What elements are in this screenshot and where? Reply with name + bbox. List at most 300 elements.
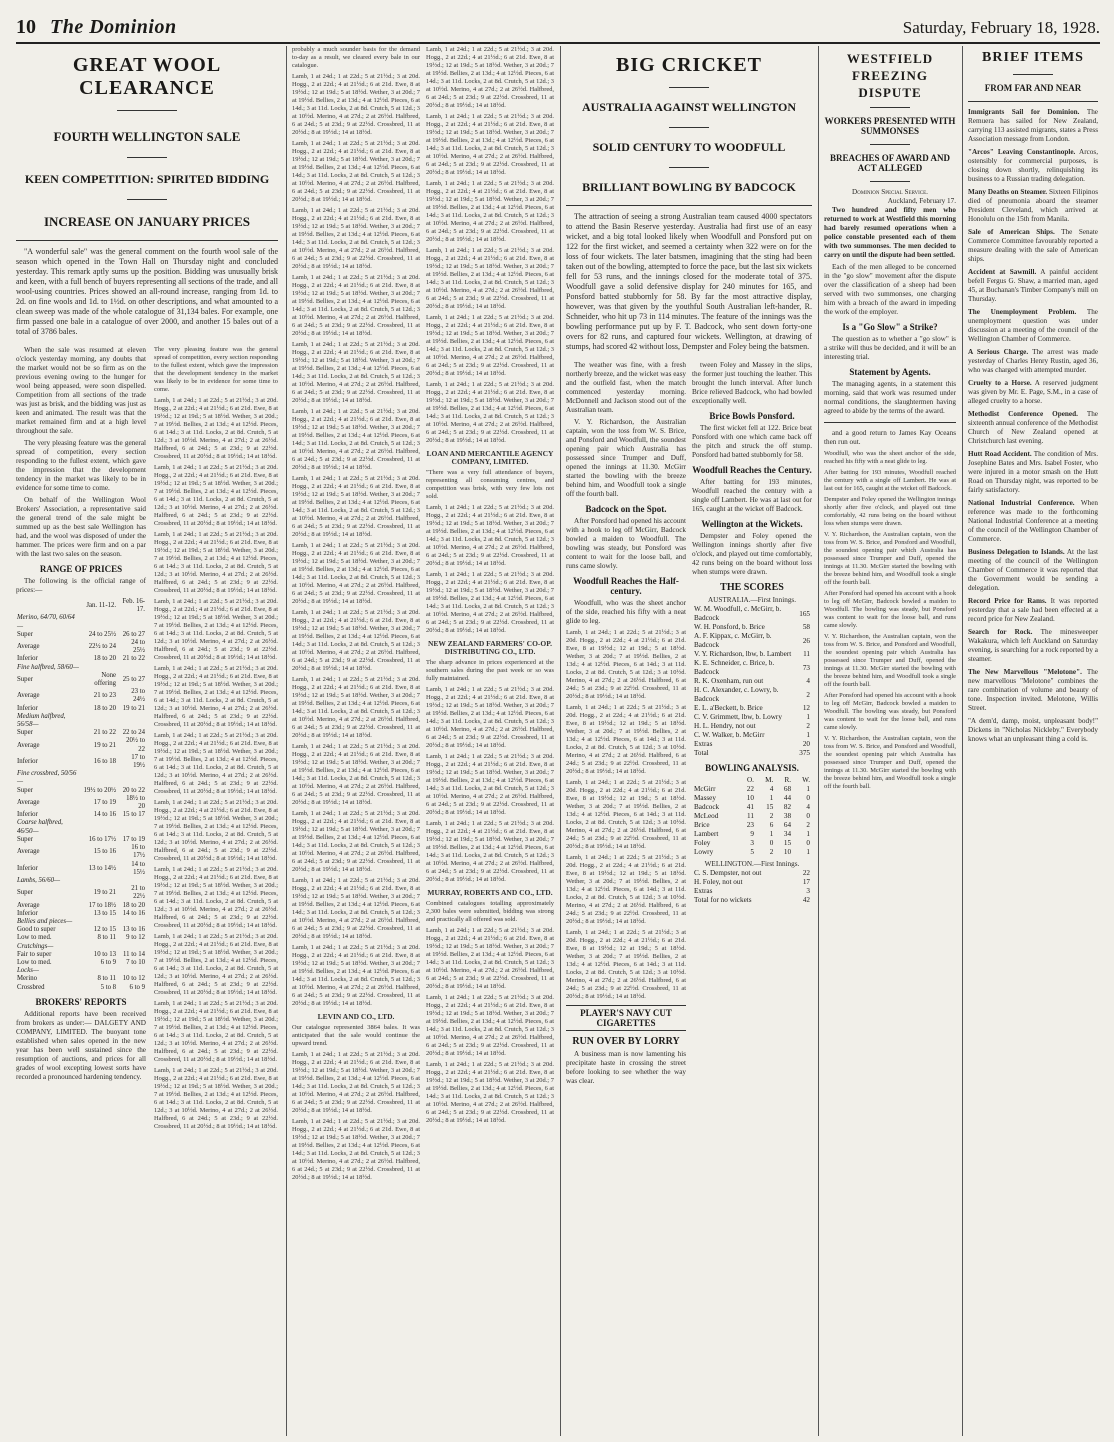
price-jan: 18 to 20 (93, 704, 117, 712)
bowling-figure: 0 (806, 812, 810, 820)
price-grade: Bellies and pieces— (17, 917, 73, 925)
brief-subhead: FROM FAR AND NEAR (984, 83, 1082, 93)
scorecard-row (692, 887, 812, 896)
price-grade: Inferior (17, 909, 38, 917)
bowler: McGirr (694, 785, 716, 793)
bowling-figure: 41 (746, 803, 754, 811)
brief-item-text: "A dem'd, damp, moist, unpleasant body!" Dickens in "Nicholas Nickleby." Everybody knows what an unpleasant thing a cold is. (968, 717, 1098, 743)
batsman: A. F. Kippax, c. McGirr, b. Badcock (694, 632, 772, 649)
bowler: Badcock (694, 803, 720, 811)
price-feb: 15 to 17 (122, 811, 145, 819)
price-feb: 20½ to 22 (126, 737, 145, 753)
brief-item (968, 450, 1098, 495)
scorecard-row (692, 632, 812, 650)
brief-item-text: A painful accident befell Fergus G. Shaw, a married man, aged 45, at Buchanan's Timber Company's mill on Thursday. (968, 268, 1098, 303)
cricket-subhead-bowling: BRILLIANT BOWLING BY BADCOCK (582, 180, 796, 194)
bowling-figure: 68 (783, 785, 792, 793)
bowling-header-cell: M. (765, 776, 774, 784)
price-grade: Inferior (17, 704, 38, 712)
price-jan: 10 to 13 (93, 950, 117, 958)
price-feb: 19 to 21 (122, 704, 145, 712)
runs: 20 (802, 740, 810, 748)
batsman: H. L. Hendry, not out (694, 722, 756, 730)
bowler: Lambert (694, 830, 719, 838)
cricket-headline: BIG CRICKET (615, 54, 763, 76)
wellington-wickets-text: Dempster and Foley opened the Wellington innings shortly after five o'clock, and played out time comfortably, 42 runs being on the board without loss when stumps were drawn. (692, 532, 812, 576)
wellington-innings-label: WELLINGTON.—First Innings. (704, 860, 800, 868)
bowling-figure: 0 (806, 794, 810, 802)
bowler: Massey (694, 794, 716, 802)
batsman: Extras (694, 887, 713, 895)
bowling-figure: 11 (747, 812, 754, 820)
brief-item-text: The Remuera has sailed for New Zealand, carrying 113 assisted migrants, states a Press Association message from London. (968, 108, 1098, 143)
brief-item-title: Sale of American Ships. (968, 228, 1055, 236)
price-grade: Crutchings— (17, 942, 54, 950)
farmers-title: NEW ZEALAND FARMERS' CO-OP. DISTRIBUTING CO., LTD. (427, 639, 553, 656)
brice-text: The first wicket fell at 122. Brice beat Ponsford with one which came back off the pitch and struck the off stump. Ponsford had batted stubbornly for 58. (692, 424, 812, 459)
batsman: E. L. a'Beckett, b. Brice (694, 704, 763, 712)
price-jan: 13 to 15 (93, 909, 117, 917)
batsman: R. K. Oxenham, run out (694, 677, 764, 685)
prices-row (16, 861, 146, 877)
price-jan: 6 to 9 (100, 958, 117, 966)
divider (669, 87, 709, 88)
dispute-subhead-breaches: BREACHES OF AWARD AND ACT ALLEGED (830, 153, 950, 173)
prices-row (16, 984, 146, 992)
price-grade: Good to super (17, 926, 56, 934)
catalogue-column-right: Lamb, 1 at 24d.; 1 at 22d.; 5 at 21½d.; 3 at 20d. Hogg., 2 at 22d.; 4 at 21½d.; 6 at 21d. Ewe, 8 at 19½d.; 12 at 19d.; 5 at 18½d. Wether, 3 at 20d.; 7 at 19½d. Bellies, 2 at 13d.; 4 at 12½d. Pieces, 6 at 14d.; 3 at 11d. Locks, 2 at 8d. Crutch, 5 at 12d.; 3 at 10½d. Merino, 4 at 27d.; 2 at 26½d. Halfbred, 6 at 24d.; 5 at 23d.; 9 at 22½d. Crossbred, 11 at 20½d.; 8 at 19½d.; 14 at 18½d. Lamb, 1 at 24d.; 1 at 22d.; 5 at 21½d.; 3 at 20d. Hogg., 2 at 22d.; 4 at 21½d.; 6 at 21d. Ewe, 8 at 19½d.; 12 at 19d.; 5 at 18½d. Wether, 3 at 20d.; 7 at 19½d. Bellies, 2 at 13d.; 4 at 12½d. Pieces, 6 at 14d.; 3 at 11d. Locks, 2 at 8d. Crutch, 5 at 12d.; 3 at 10½d. Merino, 4 at 27d.; 2 at 26½d. Halfbred, 6 at 24d.; 5 at 23d.; 9 at 22½d. Crossbred, 11 at 20½d.; 8 at 19½d.; 14 at 18½d. Lamb, 1 at 24d.; 1 at 22d.; 5 at 21½d.; 3 at 20d. Hogg., 2 at 22d.; 4 at 21½d.; 6 at 21d. Ewe, 8 at 19½d.; 12 at 19d.; 5 at 18½d. Wether, 3 at 20d.; 7 at 19½d. Bellies, 2 at 13d.; 4 at 12½d. Pieces, 6 at 14d.; 3 at 11d. Locks, 2 at 8d. Crutch, 5 at 12d.; 3 at 10½d. Merino, 4 at 27d.; 2 at 26½d. Halfbred, 6 at 24d.; 5 at 23d.; 9 at 22½d. Crossbred, 11 at 20½d.; 8 at 19½d.; 14 at 18½d. Lamb, 1 at 24d.; 1 at 22d.; 5 at 21½d.; 3 at 20d. Hogg., 2 at 22d.; 4 at 21½d.; 6 at 21d. Ewe, 8 at 19½d.; 12 at 19d.; 5 at 18½d. Wether, 3 at 20d.; 7 at 19½d. Bellies, 2 at 13d.; 4 at 12½d. Pieces, 6 at 14d.; 3 at 11d. Locks, 2 at 8d. Crutch, 5 at 12d.; 3 at 10½d. Merino, 4 at 27d.; 2 at 26½d. Halfbred, 6 at 24d.; 5 at 23d.; 9 at 22½d. Crossbred, 11 at 20½d.; 8 at 19½d.; 14 at 18½d. Lamb, 1 at 24d.; 1 at 22d.; 5 at 21½d.; 3 at 20d. Hogg., 2 at 22d.; 4 at 21½d.; 6 at 21d. Ewe, 8 at 19½d.; 12 at 19d.; 5 at 18½d. Wether, 3 at 20d.; 7 at 19½d. Bellies, 2 at 13d.; 4 at 12½d. Pieces, 6 at 14d.; 3 at 11d. Locks, 2 at 8d. Crutch, 5 at 12d.; 3 at 10½d. Merino, 4 at 27d.; 2 at 26½d. Halfbred, 6 at 24d.; 5 at 23d.; 9 at 22½d. Crossbred, 11 at 20½d.; 8 at 19½d.; 14 at 18½d. Lamb, 1 at 24d.; 1 at 22d.; 5 at 21½d.; 3 at 20d. Hogg., 2 at 22d.; 4 at 21½d.; 6 at 21d. Ewe, 8 at 19½d.; 12 at 19d.; 5 at 18½d. Wether, 3 at 20d.; 7 at 19½d. Bellies, 2 at 13d.; 4 at 12½d. Pieces, 6 at 14d.; 3 at 11d. Locks, 2 at 8d. Crutch, 5 at 12d.; 3 at 10½d. Merino, 4 at 27d.; 2 at 26½d. Halfbred, 6 at 24d.; 5 at 23d.; 9 at 22½d. Crossbred, 11 at 20½d.; 8 at 19½d.; 14 at 18½d. LOAN AND MERCANTILE AGENCY COMPANY, LIMITED. "There was a very full attendance of buyers, representing all consuming centres, and competition was brisk, with very few lots not sold. Lamb, 1 at 24d.; 1 at 22d.; 5 at 21½d.; 3 at 20d. Hogg., 2 at 22d.; 4 at 21½d.; 6 at 21d. Ewe, 8 at 19½d.; 12 at 19d.; 5 at 18½d. Wether, 3 at 20d.; 7 at 19½d. Bellies, 2 at 13d.; 4 at 12½d. Pieces, 6 at 14d.; 3 at 11d. Locks, 2 at 8d. Crutch, 5 at 12d.; 3 at 10½d. Merino, 4 at 27d.; 2 at 26½d. Halfbred, 6 at 24d.; 5 at 23d.; 9 at 22½d. Crossbred, 11 at 20½d.; 8 at 19½d.; 14 at 18½d. Lamb, 1 at 24d.; 1 at 22d.; 5 at 21½d.; 3 at 20d. Hogg., 2 at 22d.; 4 at 21½d.; 6 at 21d. Ewe, 8 at 19½d.; 12 at 19d.; 5 at 18½d. Wether, 3 at 20d.; 7 at 19½d. Bellies, 2 at 13d.; 4 at 12½d. Pieces, 6 at 14d.; 3 at 11d. Locks, 2 at 8d. Crutch, 5 at 12d.; 3 at 10½d. Merino, 4 at 27d.; 2 at 26½d. Halfbred, 6 at 24d.; 5 at 23d.; 9 at 22½d. Crossbred, 11 at 20½d.; 8 at 19½d.; 14 at 18½d. NEW ZEALAND FARMERS' CO-OP. DISTRIBUTING CO., LTD. The sharp advance in prices experienced at the southern sales during the past week or so was fully maintained. Lamb, 1 at 24d.; 1 at 22d.; 5 at 21½d.; 3 at 20d. Hogg., 2 at 22d.; 4 at 21½d.; 6 at 21d. Ewe, 8 at 19½d.; 12 at 19d.; 5 at 18½d. Wether, 3 at 20d.; 7 at 19½d. Bellies, 2 at 13d.; 4 at 12½d. Pieces, 6 at 14d.; 3 at 11d. Locks, 2 at 8d. Crutch, 5 at 12d.; 3 at 10½d. Merino, 4 at 27d.; 2 at 26½d. Halfbred, 6 at 24d.; 5 at 23d.; 9 at 22½d. Crossbred, 11 at 20½d.; 8 at 19½d.; 14 at 18½d. Lamb, 1 at 24d.; 1 at 22d.; 5 at 21½d.; 3 at 20d. Hogg., 2 at 22d.; 4 at 21½d.; 6 at 21d. Ewe, 8 at 19½d.; 12 at 19d.; 5 at 18½d. Wether, 3 at 20d.; 7 at 19½d. Bellies, 2 at 13d.; 4 at 12½d. Pieces, 6 at 14d.; 3 at 11d. Locks, 2 at 8d. Crutch, 5 at 12d.; 3 at 10½d. Merino, 4 at 27d.; 2 at 26½d. Halfbred, 6 at 24d.; 5 at 23d.; 9 at 22½d. Crossbred, 11 at 20½d.; 8 at 19½d.; 14 at 18½d. Lamb, 1 at 24d.; 1 at 22d.; 5 at 21½d.; 3 at 20d. Hogg., 2 at 22d.; 4 at 21½d.; 6 at 21d. Ewe, 8 at 19½d.; 12 at 19d.; 5 at 18½d. Wether, 3 at 20d.; 7 at 19½d. Bellies, 2 at 13d.; 4 at 12½d. Pieces, 6 at 14d.; 3 at 11d. Locks, 2 at 8d. Crutch, 5 at 12d.; 3 at 10½d. Merino, 4 at 27d.; 2 at 26½d. Halfbred, 6 at 24d.; 5 at 23d.; 9 at 22½d. Crossbred, 11 at 20½d.; 8 at 19½d.; 14 at 18½d. MURRAY, ROBERTS AND CO., LTD. Combined catalogues totalling approximately 2,300 bales were submitted, bidding was strong and practically all offered was sold. Lamb, 1 at 24d.; 1 at 22d.; 5 at 21½d.; 3 at 20d. Hogg., 2 at 22d.; 4 at 21½d.; 6 at 21d. Ewe, 8 at 19½d.; 12 at 19d.; 5 at 18½d. Wether, 3 at 20d.; 7 at 19½d. Bellies, 2 at 13d.; 4 at 12½d. Pieces, 6 at 14d.; 3 at 11d. Locks, 2 at 8d. Crutch, 5 at 12d.; 3 at 10½d. Merino, 4 at 27d.; 2 at 26½d. Halfbred, 6 at 24d.; 5 at 23d.; 9 at 22½d. Crossbred, 11 at 20½d.; 8 at 19½d.; 14 at 18½d. Lamb, 1 at 24d.; 1 at 22d.; 5 at 21½d.; 3 at 20d. Hogg., 2 at 22d.; 4 at 21½d.; 6 at 21d. Ewe, 8 at 19½d.; 12 at 19d.; 5 at 18½d. Wether, 3 at 20d.; 7 at 19½d. Bellies, 2 at 13d.; 4 at 12½d. Pieces, 6 at 14d.; 3 at 11d. Locks, 2 at 8d. Crutch, 5 at 12d.; 3 at 10½d. Merino, 4 at 27d.; 2 at 26½d. Halfbred, 6 at 24d.; 5 at 23d.; 9 at 22½d. Crossbred, 11 at 20½d.; 8 at 19½d.; 14 at 18½d. Lamb, 1 at 24d.; 1 at 22d.; 5 at 21½d.; 3 at 20d. Hogg., 2 at 22d.; 4 at 21½d.; 6 at 21d. Ewe, 8 at 19½d.; 12 at 19d.; 5 at 18½d. Wether, 3 at 20d.; 7 at 19½d. Bellies, 2 at 13d.; 4 at 12½d. Pieces, 6 at 14d.; 3 at 11d. Locks, 2 at 8d. Crutch, 5 at 12d.; 3 at 10½d. Merino, 4 at 27d.; 2 at 26½d. Halfbred, 6 at 24d.; 5 at 23d.; 9 at 22½d. Crossbred, 11 at 20½d.; 8 at 19½d.; 14 at 18½d. (426, 46, 554, 1124)
bowling-header-cell: W. (802, 776, 810, 784)
price-jan: None offering (94, 671, 117, 688)
brief-item-text: The sixteenth annual conference of the Methodist Church of New Zealand opened at Christchurch last evening. (968, 410, 1098, 445)
brief-item (968, 348, 1098, 375)
scorecard-row (692, 869, 812, 878)
brief-item (968, 108, 1098, 144)
prices-row (16, 688, 146, 704)
badcock-title: Badcock on the Spot. (585, 504, 667, 514)
price-feb: 18 to 20 (122, 901, 145, 909)
wellington-wickets-title: Wellington at the Wickets. (701, 519, 803, 529)
price-grade: Locks— (17, 967, 39, 975)
runs: 26 (802, 636, 810, 645)
brief-item (968, 628, 1098, 664)
price-grade: Lambs, 56/60— (17, 876, 61, 884)
price-grade: Fine halfbred, 58/60— (17, 663, 79, 671)
price-grade: Super (17, 729, 33, 737)
bowling-figure: 6 (769, 821, 774, 829)
price-feb: 24 to 25½ (131, 639, 145, 655)
batsman: W. M. Woodfull, c. McGirr, b. Badcock (694, 605, 782, 622)
price-grade: Super (17, 675, 33, 683)
price-feb: 18½ to 20 (126, 794, 145, 811)
bowling-figure: 23 (746, 821, 754, 829)
runs: 73 (802, 663, 810, 672)
runs: 165 (799, 609, 810, 618)
price-grade: Super (17, 835, 33, 843)
prices-table (16, 598, 146, 992)
divider (566, 205, 812, 206)
scorecard-row (692, 878, 812, 887)
price-grade: Fine crossbred, 50/56— (17, 770, 77, 786)
scorecard-row (692, 749, 812, 758)
price-feb: 6 to 9 (129, 983, 145, 991)
price-jan (81, 877, 118, 885)
price-jan: 13 to 14½ (88, 864, 117, 872)
prices-row (16, 664, 146, 672)
bowling-figure: 4 (769, 785, 774, 793)
price-jan: 8 to 11 (97, 934, 117, 942)
brief-item-title: "Arcos" Leaving Constantinople. (968, 148, 1076, 156)
brief-items-list (968, 108, 1098, 744)
go-slow-title: Is a "Go Slow" a Strike? (842, 322, 938, 332)
cricket-intro: The attraction of seeing a strong Australian team caused 4000 spectators to attend the Basin Reserve yesterday. Australia had first use of an easy wicket, and a big total looked likely when Woodfull and Ponsford put on 122 for the first wicket, and seemed a certainty when 322 were on for the loss of four wickets. The later batsmen, imagining that the sting had been taken out of the bowling, attempted to force the pace, but the last six wickets fell for 53 runs, and the innings closed for the moderate total of 375. Woodfull gave a solid defensive display for 240 minutes for 165, and Ponsford batted stubbornly for 58. By far the most attractive display, however, was that given by the youthful South Australian left-hander, R. Schneider, who hit up 73 in 114 minutes. The feature of the innings was the bowling performance put up by F. T. Badcock, who sent down forty-one overs for 82 runs, and captured four wickets. Wellington, at drawing of stumps, had scored 42 without loss, Dempster and Foley being the batsmen. (566, 212, 812, 351)
catalogue-column-left: probably a much sounder basis for the demand to-day as a result, we cleared every bale in our catalogue. Lamb, 1 at 24d.; 1 at 22d.; 5 at 21½d.; 3 at 20d. Hogg., 2 at 22d.; 4 at 21½d.; 6 at 21d. Ewe, 8 at 19½d.; 12 at 19d.; 5 at 18½d. Wether, 3 at 20d.; 7 at 19½d. Bellies, 2 at 13d.; 4 at 12½d. Pieces, 6 at 14d.; 3 at 11d. Locks, 2 at 8d. Crutch, 5 at 12d.; 3 at 10½d. Merino, 4 at 27d.; 2 at 26½d. Halfbred, 6 at 24d.; 5 at 23d.; 9 at 22½d. Crossbred, 11 at 20½d.; 8 at 19½d.; 14 at 18½d. Lamb, 1 at 24d.; 1 at 22d.; 5 at 21½d.; 3 at 20d. Hogg., 2 at 22d.; 4 at 21½d.; 6 at 21d. Ewe, 8 at 19½d.; 12 at 19d.; 5 at 18½d. Wether, 3 at 20d.; 7 at 19½d. Bellies, 2 at 13d.; 4 at 12½d. Pieces, 6 at 14d.; 3 at 11d. Locks, 2 at 8d. Crutch, 5 at 12d.; 3 at 10½d. Merino, 4 at 27d.; 2 at 26½d. Halfbred, 6 at 24d.; 5 at 23d.; 9 at 22½d. Crossbred, 11 at 20½d.; 8 at 19½d.; 14 at 18½d. Lamb, 1 at 24d.; 1 at 22d.; 5 at 21½d.; 3 at 20d. Hogg., 2 at 22d.; 4 at 21½d.; 6 at 21d. Ewe, 8 at 19½d.; 12 at 19d.; 5 at 18½d. Wether, 3 at 20d.; 7 at 19½d. Bellies, 2 at 13d.; 4 at 12½d. Pieces, 6 at 14d.; 3 at 11d. Locks, 2 at 8d. Crutch, 5 at 12d.; 3 at 10½d. Merino, 4 at 27d.; 2 at 26½d. Halfbred, 6 at 24d.; 5 at 23d.; 9 at 22½d. Crossbred, 11 at 20½d.; 8 at 19½d.; 14 at 18½d. Lamb, 1 at 24d.; 1 at 22d.; 5 at 21½d.; 3 at 20d. Hogg., 2 at 22d.; 4 at 21½d.; 6 at 21d. Ewe, 8 at 19½d.; 12 at 19d.; 5 at 18½d. Wether, 3 at 20d.; 7 at 19½d. Bellies, 2 at 13d.; 4 at 12½d. Pieces, 6 at 14d.; 3 at 11d. Locks, 2 at 8d. Crutch, 5 at 12d.; 3 at 10½d. Merino, 4 at 27d.; 2 at 26½d. Halfbred, 6 at 24d.; 5 at 23d.; 9 at 22½d. Crossbred, 11 at 20½d.; 8 at 19½d.; 14 at 18½d. Lamb, 1 at 24d.; 1 at 22d.; 5 at 21½d.; 3 at 20d. Hogg., 2 at 22d.; 4 at 21½d.; 6 at 21d. Ewe, 8 at 19½d.; 12 at 19d.; 5 at 18½d. Wether, 3 at 20d.; 7 at 19½d. Bellies, 2 at 13d.; 4 at 12½d. Pieces, 6 at 14d.; 3 at 11d. Locks, 2 at 8d. Crutch, 5 at 12d.; 3 at 10½d. Merino, 4 at 27d.; 2 at 26½d. Halfbred, 6 at 24d.; 5 at 23d.; 9 at 22½d. Crossbred, 11 at 20½d.; 8 at 19½d.; 14 at 18½d. Lamb, 1 at 24d.; 1 at 22d.; 5 at 21½d.; 3 at 20d. Hogg., 2 at 22d.; 4 at 21½d.; 6 at 21d. Ewe, 8 at 19½d.; 12 at 19d.; 5 at 18½d. Wether, 3 at 20d.; 7 at 19½d. Bellies, 2 at 13d.; 4 at 12½d. Pieces, 6 at 14d.; 3 at 11d. Locks, 2 at 8d. Crutch, 5 at 12d.; 3 at 10½d. Merino, 4 at 27d.; 2 at 26½d. Halfbred, 6 at 24d.; 5 at 23d.; 9 at 22½d. Crossbred, 11 at 20½d.; 8 at 19½d.; 14 at 18½d. Lamb, 1 at 24d.; 1 at 22d.; 5 at 21½d.; 3 at 20d. Hogg., 2 at 22d.; 4 at 21½d.; 6 at 21d. Ewe, 8 at 19½d.; 12 at 19d.; 5 at 18½d. Wether, 3 at 20d.; 7 at 19½d. Bellies, 2 at 13d.; 4 at 12½d. Pieces, 6 at 14d.; 3 at 11d. Locks, 2 at 8d. Crutch, 5 at 12d.; 3 at 10½d. Merino, 4 at 27d.; 2 at 26½d. Halfbred, 6 at 24d.; 5 at 23d.; 9 at 22½d. Crossbred, 11 at 20½d.; 8 at 19½d.; 14 at 18½d. Lamb, 1 at 24d.; 1 at 22d.; 5 at 21½d.; 3 at 20d. Hogg., 2 at 22d.; 4 at 21½d.; 6 at 21d. Ewe, 8 at 19½d.; 12 at 19d.; 5 at 18½d. Wether, 3 at 20d.; 7 at 19½d. Bellies, 2 at 13d.; 4 at 12½d. Pieces, 6 at 14d.; 3 at 11d. Locks, 2 at 8d. Crutch, 5 at 12d.; 3 at 10½d. Merino, 4 at 27d.; 2 at 26½d. Halfbred, 6 at 24d.; 5 at 23d.; 9 at 22½d. Crossbred, 11 at 20½d.; 8 at 19½d.; 14 at 18½d. Lamb, 1 at 24d.; 1 at 22d.; 5 at 21½d.; 3 at 20d. Hogg., 2 at 22d.; 4 at 21½d.; 6 at 21d. Ewe, 8 at 19½d.; 12 at 19d.; 5 at 18½d. Wether, 3 at 20d.; 7 at 19½d. Bellies, 2 at 13d.; 4 at 12½d. Pieces, 6 at 14d.; 3 at 11d. Locks, 2 at 8d. Crutch, 5 at 12d.; 3 at 10½d. Merino, 4 at 27d.; 2 at 26½d. Halfbred, 6 at 24d.; 5 at 23d.; 9 at 22½d. Crossbred, 11 at 20½d.; 8 at 19½d.; 14 at 18½d. Lamb, 1 at 24d.; 1 at 22d.; 5 at 21½d.; 3 at 20d. Hogg., 2 at 22d.; 4 at 21½d.; 6 at 21d. Ewe, 8 at 19½d.; 12 at 19d.; 5 at 18½d. Wether, 3 at 20d.; 7 at 19½d. Bellies, 2 at 13d.; 4 at 12½d. Pieces, 6 at 14d.; 3 at 11d. Locks, 2 at 8d. Crutch, 5 at 12d.; 3 at 10½d. Merino, 4 at 27d.; 2 at 26½d. Halfbred, 6 at 24d.; 5 at 23d.; 9 at 22½d. Crossbred, 11 at 20½d.; 8 at 19½d.; 14 at 18½d. Lamb, 1 at 24d.; 1 at 22d.; 5 at 21½d.; 3 at 20d. Hogg., 2 at 22d.; 4 at 21½d.; 6 at 21d. Ewe, 8 at 19½d.; 12 at 19d.; 5 at 18½d. Wether, 3 at 20d.; 7 at 19½d. Bellies, 2 at 13d.; 4 at 12½d. Pieces, 6 at 14d.; 3 at 11d. Locks, 2 at 8d. Crutch, 5 at 12d.; 3 at 10½d. Merino, 4 at 27d.; 2 at 26½d. Halfbred, 6 at 24d.; 5 at 23d.; 9 at 22½d. Crossbred, 11 at 20½d.; 8 at 19½d.; 14 at 18½d. Lamb, 1 at 24d.; 1 at 22d.; 5 at 21½d.; 3 at 20d. Hogg., 2 at 22d.; 4 at 21½d.; 6 at 21d. Ewe, 8 at 19½d.; 12 at 19d.; 5 at 18½d. Wether, 3 at 20d.; 7 at 19½d. Bellies, 2 at 13d.; 4 at 12½d. Pieces, 6 at 14d.; 3 at 11d. Locks, 2 at 8d. Crutch, 5 at 12d.; 3 at 10½d. Merino, 4 at 27d.; 2 at 26½d. Halfbred, 6 at 24d.; 5 at 23d.; 9 at 22½d. Crossbred, 11 at 20½d.; 8 at 19½d.; 14 at 18½d. Lamb, 1 at 24d.; 1 at 22d.; 5 at 21½d.; 3 at 20d. Hogg., 2 at 22d.; 4 at 21½d.; 6 at 21d. Ewe, 8 at 19½d.; 12 at 19d.; 5 at 18½d. Wether, 3 at 20d.; 7 at 19½d. Bellies, 2 at 13d.; 4 at 12½d. Pieces, 6 at 14d.; 3 at 11d. Locks, 2 at 8d. Crutch, 5 at 12d.; 3 at 10½d. Merino, 4 at 27d.; 2 at 26½d. Halfbred, 6 at 24d.; 5 at 23d.; 9 at 22½d. Crossbred, 11 at 20½d.; 8 at 19½d.; 14 at 18½d. Lamb, 1 at 24d.; 1 at 22d.; 5 at 21½d.; 3 at 20d. Hogg., 2 at 22d.; 4 at 21½d.; 6 at 21d. Ewe, 8 at 19½d.; 12 at 19d.; 5 at 18½d. Wether, 3 at 20d.; 7 at 19½d. Bellies, 2 at 13d.; 4 at 12½d. Pieces, 6 at 14d.; 3 at 11d. Locks, 2 at 8d. Crutch, 5 at 12d.; 3 at 10½d. Merino, 4 at 27d.; 2 at 26½d. Halfbred, 6 at 24d.; 5 at 23d.; 9 at 22½d. Crossbred, 11 at 20½d.; 8 at 19½d.; 14 at 18½d. LEVIN AND CO., LTD. Our catalogue represented 3864 bales. It was anticipated that the sale would continue the upward trend. Lamb, 1 at 24d.; 1 at 22d.; 5 at 21½d.; 3 at 20d. Hogg., 2 at 22d.; 4 at 21½d.; 6 at 21d. Ewe, 8 at 19½d.; 12 at 19d.; 5 at 18½d. Wether, 3 at 20d.; 7 at 19½d. Bellies, 2 at 13d.; 4 at 12½d. Pieces, 6 at 14d.; 3 at 11d. Locks, 2 at 8d. Crutch, 5 at 12d.; 3 at 10½d. Merino, 4 at 27d.; 2 at 26½d. Halfbred, 6 at 24d.; 5 at 23d.; 9 at 22½d. Crossbred, 11 at 20½d.; 8 at 19½d.; 14 at 18½d. Lamb, 1 at 24d.; 1 at 22d.; 5 at 21½d.; 3 at 20d. Hogg., 2 at 22d.; 4 at 21½d.; 6 at 21d. Ewe, 8 at 19½d.; 12 at 19d.; 5 at 18½d. Wether, 3 at 20d.; 7 at 19½d. Bellies, 2 at 13d.; 4 at 12½d. Pieces, 6 at 14d.; 3 at 11d. Locks, 2 at 8d. Crutch, 5 at 12d.; 3 at 10½d. Merino, 4 at 27d.; 2 at 26½d. Halfbred, 6 at 24d.; 5 at 23d.; 9 at 22½d. Crossbred, 11 at 20½d.; 8 at 19½d.; 14 at 18½d. (292, 46, 420, 1181)
bowling-figure: 82 (783, 803, 792, 811)
prices-row (16, 934, 146, 942)
price-jan: 16 to 18 (93, 757, 117, 765)
wool-intro: "A wonderful sale" was the general comment on the fourth wool sale of the season which opened in the Town Hall on Thursday night and concluded yesterday. This remark aptly sums up the position. Bidding was unusually brisk and keen, with a full bench of buyers representing all sections of the trade, and all wool-using countries. Prices showed an all-round increase, ranging from 1d. to 2d. on fine wools and 1d. to 1½d. on other descriptions, and what amounted to a clean sweep was made of the whole catalogue of 31,134 bales. For example, one firm passed one bale in a catalogue of over 2000, and another 15 bales out of a total of 3786 bales. (16, 247, 278, 336)
brief-item-text: Sixteen Filipinos died of pneumonia aboard the steamer President Cleveland, which arrived at Honolulu on the 15th from Manila. (968, 188, 1098, 223)
batsman: H. C. Alexander, c. Lowry, b. Badcock (694, 686, 779, 703)
brief-item-text: At the last meeting of the council of the Wellington Chamber of Commerce it was reported that the Government would be sending a delegation. (968, 548, 1098, 592)
wool-right-column: The very pleasing feature was the general spread of competition, every section responding to the fullest extent, which gave the impression that the development tendency in the market was likely to be in evidence for some time to come. Lamb, 1 at 24d.; 1 at 22d.; 5 at 21½d.; 3 at 20d. Hogg., 2 at 22d.; 4 at 21½d.; 6 at 21d. Ewe, 8 at 19½d.; 12 at 19d.; 5 at 18½d. Wether, 3 at 20d.; 7 at 19½d. Bellies, 2 at 13d.; 4 at 12½d. Pieces, 6 at 14d.; 3 at 11d. Locks, 2 at 8d. Crutch, 5 at 12d.; 3 at 10½d. Merino, 4 at 27d.; 2 at 26½d. Halfbred, 6 at 24d.; 5 at 23d.; 9 at 22½d. Crossbred, 11 at 20½d.; 8 at 19½d.; 14 at 18½d. Lamb, 1 at 24d.; 1 at 22d.; 5 at 21½d.; 3 at 20d. Hogg., 2 at 22d.; 4 at 21½d.; 6 at 21d. Ewe, 8 at 19½d.; 12 at 19d.; 5 at 18½d. Wether, 3 at 20d.; 7 at 19½d. Bellies, 2 at 13d.; 4 at 12½d. Pieces, 6 at 14d.; 3 at 11d. Locks, 2 at 8d. Crutch, 5 at 12d.; 3 at 10½d. Merino, 4 at 27d.; 2 at 26½d. Halfbred, 6 at 24d.; 5 at 23d.; 9 at 22½d. Crossbred, 11 at 20½d.; 8 at 19½d.; 14 at 18½d. Lamb, 1 at 24d.; 1 at 22d.; 5 at 21½d.; 3 at 20d. Hogg., 2 at 22d.; 4 at 21½d.; 6 at 21d. Ewe, 8 at 19½d.; 12 at 19d.; 5 at 18½d. Wether, 3 at 20d.; 7 at 19½d. Bellies, 2 at 13d.; 4 at 12½d. Pieces, 6 at 14d.; 3 at 11d. Locks, 2 at 8d. Crutch, 5 at 12d.; 3 at 10½d. Merino, 4 at 27d.; 2 at 26½d. Halfbred, 6 at 24d.; 5 at 23d.; 9 at 22½d. Crossbred, 11 at 20½d.; 8 at 19½d.; 14 at 18½d. Lamb, 1 at 24d.; 1 at 22d.; 5 at 21½d.; 3 at 20d. Hogg., 2 at 22d.; 4 at 21½d.; 6 at 21d. Ewe, 8 at 19½d.; 12 at 19d.; 5 at 18½d. Wether, 3 at 20d.; 7 at 19½d. Bellies, 2 at 13d.; 4 at 12½d. Pieces, 6 at 14d.; 3 at 11d. Locks, 2 at 8d. Crutch, 5 at 12d.; 3 at 10½d. Merino, 4 at 27d.; 2 at 26½d. Halfbred, 6 at 24d.; 5 at 23d.; 9 at 22½d. Crossbred, 11 at 20½d.; 8 at 19½d.; 14 at 18½d. Lamb, 1 at 24d.; 1 at 22d.; 5 at 21½d.; 3 at 20d. Hogg., 2 at 22d.; 4 at 21½d.; 6 at 21d. Ewe, 8 at 19½d.; 12 at 19d.; 5 at 18½d. Wether, 3 at 20d.; 7 at 19½d. Bellies, 2 at 13d.; 4 at 12½d. Pieces, 6 at 14d.; 3 at 11d. Locks, 2 at 8d. Crutch, 5 at 12d.; 3 at 10½d. Merino, 4 at 27d.; 2 at 26½d. Halfbred, 6 at 24d.; 5 at 23d.; 9 at 22½d. Crossbred, 11 at 20½d.; 8 at 19½d.; 14 at 18½d. Lamb, 1 at 24d.; 1 at 22d.; 5 at 21½d.; 3 at 20d. Hogg., 2 at 22d.; 4 at 21½d.; 6 at 21d. Ewe, 8 at 19½d.; 12 at 19d.; 5 at 18½d. Wether, 3 at 20d.; 7 at 19½d. Bellies, 2 at 13d.; 4 at 12½d. Pieces, 6 at 14d.; 3 at 11d. Locks, 2 at 8d. Crutch, 5 at 12d.; 3 at 10½d. Merino, 4 at 27d.; 2 at 26½d. Halfbred, 6 at 24d.; 5 at 23d.; 9 at 22½d. Crossbred, 11 at 20½d.; 8 at 19½d.; 14 at 18½d. Lamb, 1 at 24d.; 1 at 22d.; 5 at 21½d.; 3 at 20d. Hogg., 2 at 22d.; 4 at 21½d.; 6 at 21d. Ewe, 8 at 19½d.; 12 at 19d.; 5 at 18½d. Wether, 3 at 20d.; 7 at 19½d. Bellies, 2 at 13d.; 4 at 12½d. Pieces, 6 at 14d.; 3 at 11d. Locks, 2 at 8d. Crutch, 5 at 12d.; 3 at 10½d. Merino, 4 at 27d.; 2 at 26½d. Halfbred, 6 at 24d.; 5 at 23d.; 9 at 22½d. Crossbred, 11 at 20½d.; 8 at 19½d.; 14 at 18½d. Lamb, 1 at 24d.; 1 at 22d.; 5 at 21½d.; 3 at 20d. Hogg., 2 at 22d.; 4 at 21½d.; 6 at 21d. Ewe, 8 at 19½d.; 12 at 19d.; 5 at 18½d. Wether, 3 at 20d.; 7 at 19½d. Bellies, 2 at 13d.; 4 at 12½d. Pieces, 6 at 14d.; 3 at 11d. Locks, 2 at 8d. Crutch, 5 at 12d.; 3 at 10½d. Merino, 4 at 27d.; 2 at 26½d. Halfbred, 6 at 24d.; 5 at 23d.; 9 at 22½d. Crossbred, 11 at 20½d.; 8 at 19½d.; 14 at 18½d. Lamb, 1 at 24d.; 1 at 22d.; 5 at 21½d.; 3 at 20d. Hogg., 2 at 22d.; 4 at 21½d.; 6 at 21d. Ewe, 8 at 19½d.; 12 at 19d.; 5 at 18½d. Wether, 3 at 20d.; 7 at 19½d. Bellies, 2 at 13d.; 4 at 12½d. Pieces, 6 at 14d.; 3 at 11d. Locks, 2 at 8d. Crutch, 5 at 12d.; 3 at 10½d. Merino, 4 at 27d.; 2 at 26½d. Halfbred, 6 at 24d.; 5 at 23d.; 9 at 22½d. Crossbred, 11 at 20½d.; 8 at 19½d.; 14 at 18½d. Lamb, 1 at 24d.; 1 at 22d.; 5 at 21½d.; 3 at 20d. Hogg., 2 at 22d.; 4 at 21½d.; 6 at 21d. Ewe, 8 at 19½d.; 12 at 19d.; 5 at 18½d. Wether, 3 at 20d.; 7 at 19½d. Bellies, 2 at 13d.; 4 at 12½d. Pieces, 6 at 14d.; 3 at 11d. Locks, 2 at 8d. Crutch, 5 at 12d.; 3 at 10½d. Merino, 4 at 27d.; 2 at 26½d. Halfbred, 6 at 24d.; 5 at 23d.; 9 at 22½d. Crossbred, 11 at 20½d.; 8 at 19½d.; 14 at 18½d. Lamb, 1 at 24d.; 1 at 22d.; 5 at 21½d.; 3 at 20d. Hogg., 2 at 22d.; 4 at 21½d.; 6 at 21d. Ewe, 8 at 19½d.; 12 at 19d.; 5 at 18½d. Wether, 3 at 20d.; 7 at 19½d. Bellies, 2 at 13d.; 4 at 12½d. Pieces, 6 at 14d.; 3 at 11d. Locks, 2 at 8d. Crutch, 5 at 12d.; 3 at 10½d. Merino, 4 at 27d.; 2 at 26½d. Halfbred, 6 at 24d.; 5 at 23d.; 9 at 22½d. Crossbred, 11 at 20½d.; 8 at 19½d.; 14 at 18½d. (154, 346, 278, 1130)
runs: 2 (806, 722, 810, 730)
loan-title: LOAN AND MERCANTILE AGENCY COMPANY, LIMITED. (426, 449, 554, 466)
runs: 12 (802, 704, 810, 712)
bowling-figure: 0 (769, 839, 774, 847)
bowling-header-row (692, 776, 812, 785)
prices-header-cell (16, 598, 81, 614)
divider (824, 422, 956, 423)
batsman: Total for no wickets (694, 896, 752, 904)
divider (117, 110, 177, 111)
bowling-row (692, 839, 812, 848)
price-jan: 19 to 21 (93, 889, 117, 897)
dispute-continued-text: Woodfull, who was the sheet anchor of the side, reached his fifty with a neat glide to leg. After batting for 193 minutes, Woodfull reached the century with a single off Lambert. He was at last out for 165, caught at the wicket off Badcock. Dempster and Foley opened the Wellington innings shortly after five o'clock, and played out time comfortably, 42 runs being on the board without loss when stumps were drawn. V. Y. Richardson, the Australian captain, won the toss from W. S. Brice, and Ponsford and Woodfull, the soundest opening pair which Australia has possessed since Trumper and Duff, opened the innings at 11.30. McGirr started the bowling with the breeze behind him, and Woodfull took a single off the fourth ball. After Ponsford had opened his account with a hook to leg off McGirr, Badcock bowled a maiden to Woodfull. The bowling was steady, but Ponsford was content to wait for the loose ball, and runs came slowly. V. Y. Richardson, the Australian captain, won the toss from W. S. Brice, and Ponsford and Woodfull, the soundest opening pair which Australia has possessed since Trumper and Duff, opened the innings at 11.30. McGirr started the bowling with the breeze behind him, and Woodfull took a single off the fourth ball. After Ponsford had opened his account with a hook to leg off McGirr, Badcock bowled a maiden to Woodfull. The bowling was steady, but Ponsford was content to wait for the loose ball, and runs came slowly. V. Y. Richardson, the Australian captain, won the toss from W. S. Brice, and Ponsford and Woodfull, the soundest opening pair which Australia has possessed since Trumper and Duff, opened the innings at 11.30. McGirr started the bowling with the breeze behind him, and Woodfull took a single off the fourth ball. (824, 450, 956, 790)
prices-row (16, 713, 146, 729)
column-rule (962, 46, 963, 1436)
scorecard-row (692, 605, 812, 623)
prices-header-cell: Feb. 16-17. (122, 598, 145, 614)
agents-statement-text: The managing agents, in a statement this morning, said that work was resumed under normal conditions, the slaughtermen having agreed to abide by the terms of the award. (824, 380, 956, 415)
bowling-row (692, 794, 812, 803)
price-feb (117, 819, 146, 835)
brief-item-text: The arrest was made yesterday of Charles Henry Rustin, aged 36, who was charged with attempted murder. (968, 348, 1098, 374)
bowling-figure: 3 (750, 839, 754, 847)
price-grade: Average (17, 643, 40, 651)
batsman: C. W. Walker, b. McGirr (694, 731, 765, 739)
bowling-figure: 10 (783, 848, 792, 856)
wellington-scorecard (692, 869, 812, 905)
paper-title: The Dominion (50, 16, 177, 38)
wool-headline: GREAT WOOL CLEARANCE (72, 54, 222, 99)
brief-item-title: A Serious Charge. (968, 348, 1029, 356)
prices-row (16, 975, 146, 983)
brief-item-title: Hutt Road Accident. (968, 450, 1032, 458)
bowling-header-cell: R. (784, 776, 792, 784)
scorecard-row (692, 659, 812, 677)
prices-row (16, 918, 146, 926)
bowling-figure: 2 (769, 812, 774, 820)
batsman: C. S. Dempster, not out (694, 869, 762, 877)
cricket-tween-text: tween Foley and Massey in the slips, the former just touching the leather. This brought the lunch interval. After lunch Brice relieved Badcock, who had bowled exceptionally well. (692, 361, 812, 405)
scorecard-row (692, 713, 812, 722)
dispute-body: Two hundred and fifty men who returned to work at Westfield this morning had barely resumed operations when a police constable presented each of them with two summonses. The men decided to carry on until the dispute had been settled. Each of the men alleged to be concerned in the "go slow" movement after the dispute over the classification of a sheep had been served with two summonses, one charging him with a breach of the award in impeding the work of the employer. (824, 206, 956, 316)
price-feb: 25 to 27 (122, 675, 145, 683)
price-jan: 15 to 16 (93, 848, 117, 856)
brief-item-title: Many Deaths on Steamer. (968, 188, 1048, 196)
wool-subhead-sale: FOURTH WELLINGTON SALE (53, 129, 241, 144)
price-jan: 17 to 18½ (88, 901, 117, 909)
prices-row (16, 737, 146, 753)
scorecard-row (692, 896, 812, 905)
bowling-header-cell (692, 776, 738, 785)
prices-row (16, 729, 146, 737)
prices-row (16, 959, 146, 967)
price-jan (81, 967, 118, 975)
prices-row (16, 811, 146, 819)
brief-headline: BRIEF ITEMS (982, 50, 1084, 65)
brief-item (968, 548, 1098, 593)
brief-item-text: The unemployment question was under discussion at a meeting of the council of the Wellington Chamber of Commerce. (968, 308, 1098, 343)
price-feb (117, 877, 146, 885)
bowling-figure: 38 (783, 812, 792, 820)
brief-item-title: Immigrants Sail for Dominion. (968, 108, 1080, 116)
bowler: Brice (694, 821, 710, 829)
bowling-figure: 9 (750, 830, 754, 838)
divider (968, 101, 1098, 102)
bowling-figure: 1 (769, 794, 774, 802)
price-jan: 22½ to 24 (88, 643, 117, 651)
price-jan: 17 to 19 (93, 798, 117, 806)
price-grade: Crossbred (17, 983, 45, 991)
woodfull-century-text: After batting for 193 minutes, Woodfull reached the century with a single off Lambert. He was at last out for 165, caught at the wicket off Badcock. (692, 478, 812, 513)
divider (127, 199, 167, 200)
bowler: McLeod (694, 812, 719, 820)
wool-article (16, 46, 278, 1436)
price-jan (81, 664, 118, 672)
badcock-text: After Ponsford had opened his account with a hook to leg off McGirr, Badcock bowled a maiden to Woodfull. The bowling was steady, but Ponsford was content to wait for the loose ball, and runs came slowly. (566, 517, 686, 570)
bowling-figure: 1 (806, 785, 810, 793)
price-feb (117, 713, 146, 729)
bowling-row (692, 821, 812, 830)
prices-row (16, 631, 146, 639)
runs: 1 (806, 713, 810, 721)
prices-row (16, 614, 146, 630)
brief-item-title: The New Marvellous "Melotone". (968, 668, 1082, 676)
batsman: C. V. Grimmett, lbw, b. Lowry (694, 713, 782, 721)
price-grade: Inferior (17, 757, 38, 765)
price-feb: 17 to 19½ (131, 753, 145, 770)
prices-row (16, 967, 146, 975)
scorecard-row (692, 731, 812, 740)
brief-item-title: Accident at Sawmill. (968, 268, 1037, 276)
batsman: K. E. Schneider, c. Brice, b. Badcock (694, 659, 775, 676)
woodfull-century-title: Woodfull Reaches the Century. (692, 465, 812, 475)
divider (16, 240, 278, 241)
scorecard-row (692, 650, 812, 659)
brief-item-text: The condition of Mrs. Josephine Bates and Mrs. Isabel Foster, who were injured in a motor smash on the Hutt Road on Thursday night, was reported to be fairly satisfactory. (968, 450, 1098, 494)
prices-header-row (16, 598, 146, 614)
column-rule (560, 46, 561, 1436)
brief-item (968, 717, 1098, 744)
prices-row (16, 655, 146, 663)
price-feb (117, 918, 146, 926)
price-grade: Average (17, 741, 40, 749)
masthead (16, 16, 1100, 44)
price-grade: Super (17, 889, 33, 897)
runs: 4 (806, 677, 810, 685)
bowling-figure: 64 (783, 821, 792, 829)
prices-row (16, 836, 146, 844)
divider (669, 127, 709, 128)
price-grade: Low to med. (17, 958, 52, 966)
lorry-title: RUN OVER BY LORRY (572, 1036, 680, 1047)
half-century-title: Woodfull Reaches the Half-century. (573, 576, 679, 596)
runs: 2 (806, 690, 810, 699)
dispute-place: Auckland, February 17. (887, 197, 956, 205)
prices-row (16, 795, 146, 811)
price-feb: 13 to 16 (122, 926, 145, 934)
price-feb: 17 to 19 (122, 835, 145, 843)
brief-item (968, 499, 1098, 544)
prices-row (16, 951, 146, 959)
price-jan: 12 to 15 (93, 926, 117, 934)
price-feb: 14 to 16 (122, 909, 145, 917)
price-jan (81, 918, 118, 926)
price-feb (117, 967, 146, 975)
issue-date: Saturday, February 18, 1928. (902, 18, 1100, 37)
price-feb: 20 to 22 (122, 786, 145, 794)
price-feb: 14 to 15½ (131, 860, 145, 876)
brief-item (968, 228, 1098, 264)
price-grade: Inferior (17, 864, 38, 872)
brokers-title: BROKERS' REPORTS (35, 996, 127, 1007)
divider (669, 167, 709, 168)
runs: 1 (806, 731, 810, 739)
agents-statement-title: Statement by Agents. (849, 367, 931, 377)
column-rule (818, 46, 819, 1436)
price-feb: 16 to 17½ (131, 844, 145, 860)
bowling-row (692, 848, 812, 857)
prices-title: RANGE OF PRICES (39, 564, 123, 574)
price-feb: 11 to 14 (122, 950, 145, 958)
brief-item-title: Business Delegation to Islands. (968, 548, 1065, 556)
bowling-title: BOWLING ANALYSIS. (705, 763, 799, 773)
price-jan (81, 819, 118, 835)
prices-row (16, 705, 146, 713)
brief-item-title: The Unemployment Problem. (968, 308, 1077, 316)
price-feb: 23 to 24½ (131, 688, 145, 704)
prices-row (16, 844, 146, 860)
price-feb: 21 to 22 (122, 655, 145, 663)
prices-row (16, 754, 146, 770)
brief-item-title: Methodist Conference Opened. (968, 410, 1078, 418)
bowling-figure: 1 (769, 830, 774, 838)
batsman: H. Foley, not out (694, 878, 743, 886)
dispute-subhead-summonses: WORKERS PRESENTED WITH SUMMONSES (824, 116, 956, 136)
catalogue-columns (292, 46, 554, 1436)
brief-item (968, 188, 1098, 224)
price-feb: 9 to 12 (126, 934, 145, 942)
price-grade: Inferior (17, 811, 38, 819)
batsman: Total (694, 749, 709, 757)
bowling-figure: 44 (783, 794, 792, 802)
scorecard-row (692, 623, 812, 632)
price-jan (81, 713, 118, 729)
brief-item-text: It was reported yesterday that a sale had been effected at a record price for New Zealand. (968, 597, 1098, 623)
brief-items-column (968, 46, 1098, 1436)
price-grade: Average (17, 848, 40, 856)
price-grade: Super (17, 630, 33, 638)
price-feb: 7 to 10 (126, 958, 145, 966)
runs: 17 (802, 878, 810, 886)
cricket-article (566, 46, 812, 1436)
bowling-analysis-table (692, 776, 812, 857)
price-grade: Low to med. (17, 934, 52, 942)
price-grade: Merino, 64/70, 60/64— (17, 614, 75, 630)
price-feb (117, 770, 146, 786)
cricket-left-column (566, 361, 686, 1089)
price-grade: Coarse halfbred, 46/50— (17, 819, 63, 835)
scorecard-row (692, 677, 812, 686)
price-jan: 21 to 23 (93, 692, 117, 700)
brief-item (968, 668, 1098, 713)
prices-row (16, 877, 146, 885)
brief-item (968, 148, 1098, 184)
lorry-text: A business man is now lamenting his precipitate haste in crossing the street before looking to see whether the way was clear. (566, 1050, 686, 1085)
price-jan: 5 to 8 (100, 983, 117, 991)
brief-item-title: National Industrial Conference. (968, 499, 1075, 507)
prices-row (16, 902, 146, 910)
bowling-header-cell: O. (746, 776, 754, 784)
column-rule (286, 46, 287, 1436)
price-grade: Super (17, 786, 33, 794)
prices-header-cell: Jan. 11-12. (86, 602, 117, 610)
prices-row (16, 672, 146, 688)
price-jan: 19 to 21 (93, 741, 117, 749)
price-grade: Average (17, 692, 40, 700)
runs: 11 (803, 650, 810, 658)
brokers-text: Additional reports have been received from brokers as under:— DALGETY AND COMPANY, LIMITED. The buoyant tone established when sales opened in the new year has been well sustained since the resumption of auctions, and prices for all grades of wool excepting lowest sorts have recorded a pronounced hardening tendency. (16, 1009, 146, 1081)
price-jan (81, 770, 118, 786)
brief-item (968, 379, 1098, 406)
bowling-figure: 4 (806, 803, 810, 811)
prices-row (16, 943, 146, 951)
australia-innings-label: AUSTRALIA.—First Innings. (707, 596, 797, 604)
page-number: 10 (16, 16, 36, 38)
cricket-left-dense: Lamb, 1 at 24d.; 1 at 22d.; 5 at 21½d.; 3 at 20d. Hogg., 2 at 22d.; 4 at 21½d.; 6 at 21d. Ewe, 8 at 19½d.; 12 at 19d.; 5 at 18½d. Wether, 3 at 20d.; 7 at 19½d. Bellies, 2 at 13d.; 4 at 12½d. Pieces, 6 at 14d.; 3 at 11d. Locks, 2 at 8d. Crutch, 5 at 12d.; 3 at 10½d. Merino, 4 at 27d.; 2 at 26½d. Halfbred, 6 at 24d.; 5 at 23d.; 9 at 22½d. Crossbred, 11 at 20½d.; 8 at 19½d.; 14 at 18½d. Lamb, 1 at 24d.; 1 at 22d.; 5 at 21½d.; 3 at 20d. Hogg., 2 at 22d.; 4 at 21½d.; 6 at 21d. Ewe, 8 at 19½d.; 12 at 19d.; 5 at 18½d. Wether, 3 at 20d.; 7 at 19½d. Bellies, 2 at 13d.; 4 at 12½d. Pieces, 6 at 14d.; 3 at 11d. Locks, 2 at 8d. Crutch, 5 at 12d.; 3 at 10½d. Merino, 4 at 27d.; 2 at 26½d. Halfbred, 6 at 24d.; 5 at 23d.; 9 at 22½d. Crossbred, 11 at 20½d.; 8 at 19½d.; 14 at 18½d. Lamb, 1 at 24d.; 1 at 22d.; 5 at 21½d.; 3 at 20d. Hogg., 2 at 22d.; 4 at 21½d.; 6 at 21d. Ewe, 8 at 19½d.; 12 at 19d.; 5 at 18½d. Wether, 3 at 20d.; 7 at 19½d. Bellies, 2 at 13d.; 4 at 12½d. Pieces, 6 at 14d.; 3 at 11d. Locks, 2 at 8d. Crutch, 5 at 12d.; 3 at 10½d. Merino, 4 at 27d.; 2 at 26½d. Halfbred, 6 at 24d.; 5 at 23d.; 9 at 22½d. Crossbred, 11 at 20½d.; 8 at 19½d.; 14 at 18½d. Lamb, 1 at 24d.; 1 at 22d.; 5 at 21½d.; 3 at 20d. Hogg., 2 at 22d.; 4 at 21½d.; 6 at 21d. Ewe, 8 at 19½d.; 12 at 19d.; 5 at 18½d. Wether, 3 at 20d.; 7 at 19½d. Bellies, 2 at 13d.; 4 at 12½d. Pieces, 6 at 14d.; 3 at 11d. Locks, 2 at 8d. Crutch, 5 at 12d.; 3 at 10½d. Merino, 4 at 27d.; 2 at 26½d. Halfbred, 6 at 24d.; 5 at 23d.; 9 at 22½d. Crossbred, 11 at 20½d.; 8 at 19½d.; 14 at 18½d. Lamb, 1 at 24d.; 1 at 22d.; 5 at 21½d.; 3 at 20d. Hogg., 2 at 22d.; 4 at 21½d.; 6 at 21d. Ewe, 8 at 19½d.; 12 at 19d.; 5 at 18½d. Wether, 3 at 20d.; 7 at 19½d. Bellies, 2 at 13d.; 4 at 12½d. Pieces, 6 at 14d.; 3 at 11d. Locks, 2 at 8d. Crutch, 5 at 12d.; 3 at 10½d. Merino, 4 at 27d.; 2 at 26½d. Halfbred, 6 at 24d.; 5 at 23d.; 9 at 22½d. Crossbred, 11 at 20½d.; 8 at 19½d.; 14 at 18½d. (566, 629, 686, 1000)
divider (127, 157, 167, 158)
wool-subhead-prices: INCREASE ON JANUARY PRICES (43, 214, 250, 229)
prices-row (16, 787, 146, 795)
brief-item-text: The minesweeper Wakakura, which left Auckland on Saturday evening, is searching for a rock reported by a steamer. (968, 628, 1098, 663)
prices-row (16, 910, 146, 918)
brief-item-text: A reserved judgment was given by Mr. E. Page, S.M., in a case of alleged cruelty to a horse. (968, 379, 1098, 405)
cigarette-advert: PLAYER'S NAVY CUT CIGARETTES (566, 1005, 686, 1031)
divider (1013, 74, 1053, 75)
price-jan: 24 to 25½ (88, 630, 117, 638)
brief-item-title: Record Price for Rams. (968, 597, 1047, 605)
australia-scorecard (692, 605, 812, 758)
wool-body-text: When the sale was resumed at eleven o'clock yesterday morning, any doubts that the market would not be so firm as on the previous evening owing to the hunger for wool being appeased, were soon dispelled. Competition from all sections of the trade was just as brisk, and the bidding was just as keen and animated. The result was that the market remained firm and at a high level throughout the sale. The very pleasing feature was the general spread of competition, every section responding to the fullest extent, which gave the impression that the development tendency in the market was likely to be in evidence for some time to come. On behalf of the Wellington Wool Brokers' Association, a representative said the general trend of the sale might be summed up as the best sale Wellington has had, and the wool was disposed of under the hammer. The prices were firm and on a par with the last two sales on the season. (16, 346, 146, 558)
price-jan: 8 to 11 (97, 975, 117, 983)
bowling-figure: 15 (783, 839, 792, 847)
divider (870, 181, 910, 182)
price-feb (117, 664, 146, 672)
bowling-figure: 5 (750, 848, 754, 856)
prices-row (16, 885, 146, 901)
